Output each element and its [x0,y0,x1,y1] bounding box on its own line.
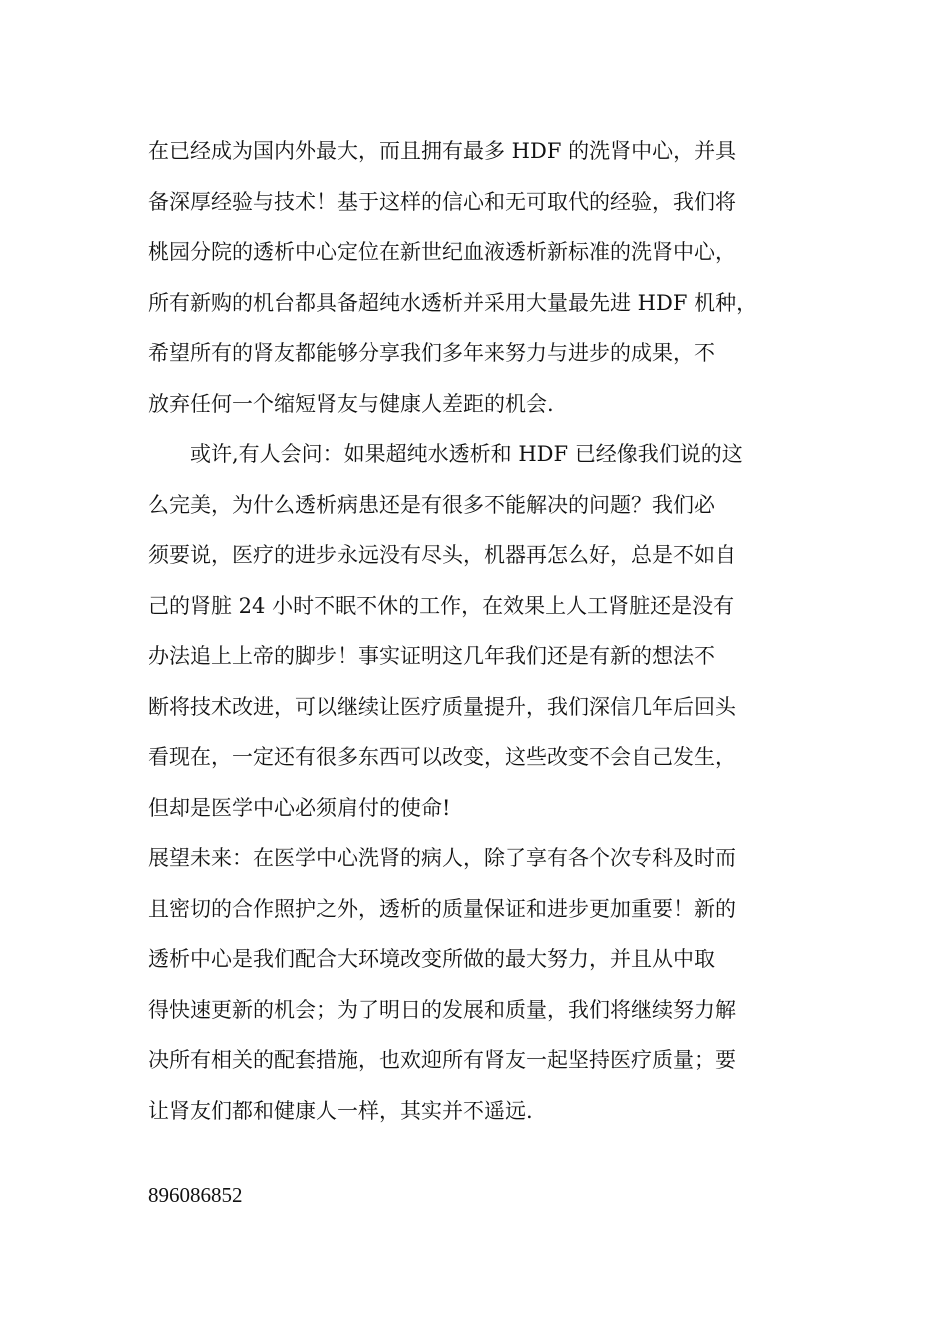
text-line: 透析中心是我们配合大环境改变所做的最大努力，并且从中取 [148,947,715,971]
text-line: 么完美，为什么透析病患还是有很多不能解决的问题？我们必 [148,492,715,517]
paragraph-2 [148,429,808,833]
text-line: 但却是医学中心必须肩付的使命! [148,795,451,820]
text-line: 希望所有的肾友都能够分享我们多年来努力与进步的成果，不 [148,341,715,365]
text-line: 所有新购的机台都具备超纯水透析并采用大量最先进 HDF 机种， [148,290,758,315]
text-line: 备深厚经验与技术！基于这样的信心和无可取代的经验，我们将 [148,189,736,214]
text-line: 须要说，医疗的进步永远没有尽头，机器再怎么好，总是不如自 [148,543,736,567]
text-line: 桃园分院的透析中心定位在新世纪血液透析新标准的洗肾中心， [148,240,736,264]
text-line: 放弃任何一个缩短肾友与健康人差距的机会. [148,391,554,416]
text-line: 且密切的合作照护之外，透析的质量保证和进步更加重要！新的 [148,896,736,921]
text-line: 让肾友们都和健康人一样，其实并不遥远. [148,1098,533,1123]
body-text [148,126,808,1136]
text-line: 决所有相关的配套措施，也欢迎所有肾友一起坚持医疗质量；要 [148,1048,736,1072]
text-line: 在已经成为国内外最大，而且拥有最多 HDF 的洗肾中心，并具 [148,139,737,163]
document-id-number: 896086852 [148,1183,243,1207]
text-line: 或许,有人会问：如果超纯水透析和 HDF 已经像我们说的这 [190,442,743,466]
text-line: 看现在，一定还有很多东西可以改变，这些改变不会自己发生， [148,745,736,769]
paragraph-3 [148,833,808,1136]
text-line: 办法追上上帝的脚步！事实证明这几年我们还是有新的想法不 [148,644,715,668]
text-line: 断将技术改进，可以继续让医疗质量提升，我们深信几年后回头 [148,694,736,719]
paragraph-1 [148,126,808,429]
text-line: 展望未来：在医学中心洗肾的病人，除了享有各个次专科及时而 [148,846,736,870]
text-line: 己的肾脏 24 小时不眠不休的工作，在效果上人工肾脏还是没有 [148,593,735,618]
text-line: 得快速更新的机会；为了明日的发展和质量，我们将继续努力解 [148,997,736,1022]
